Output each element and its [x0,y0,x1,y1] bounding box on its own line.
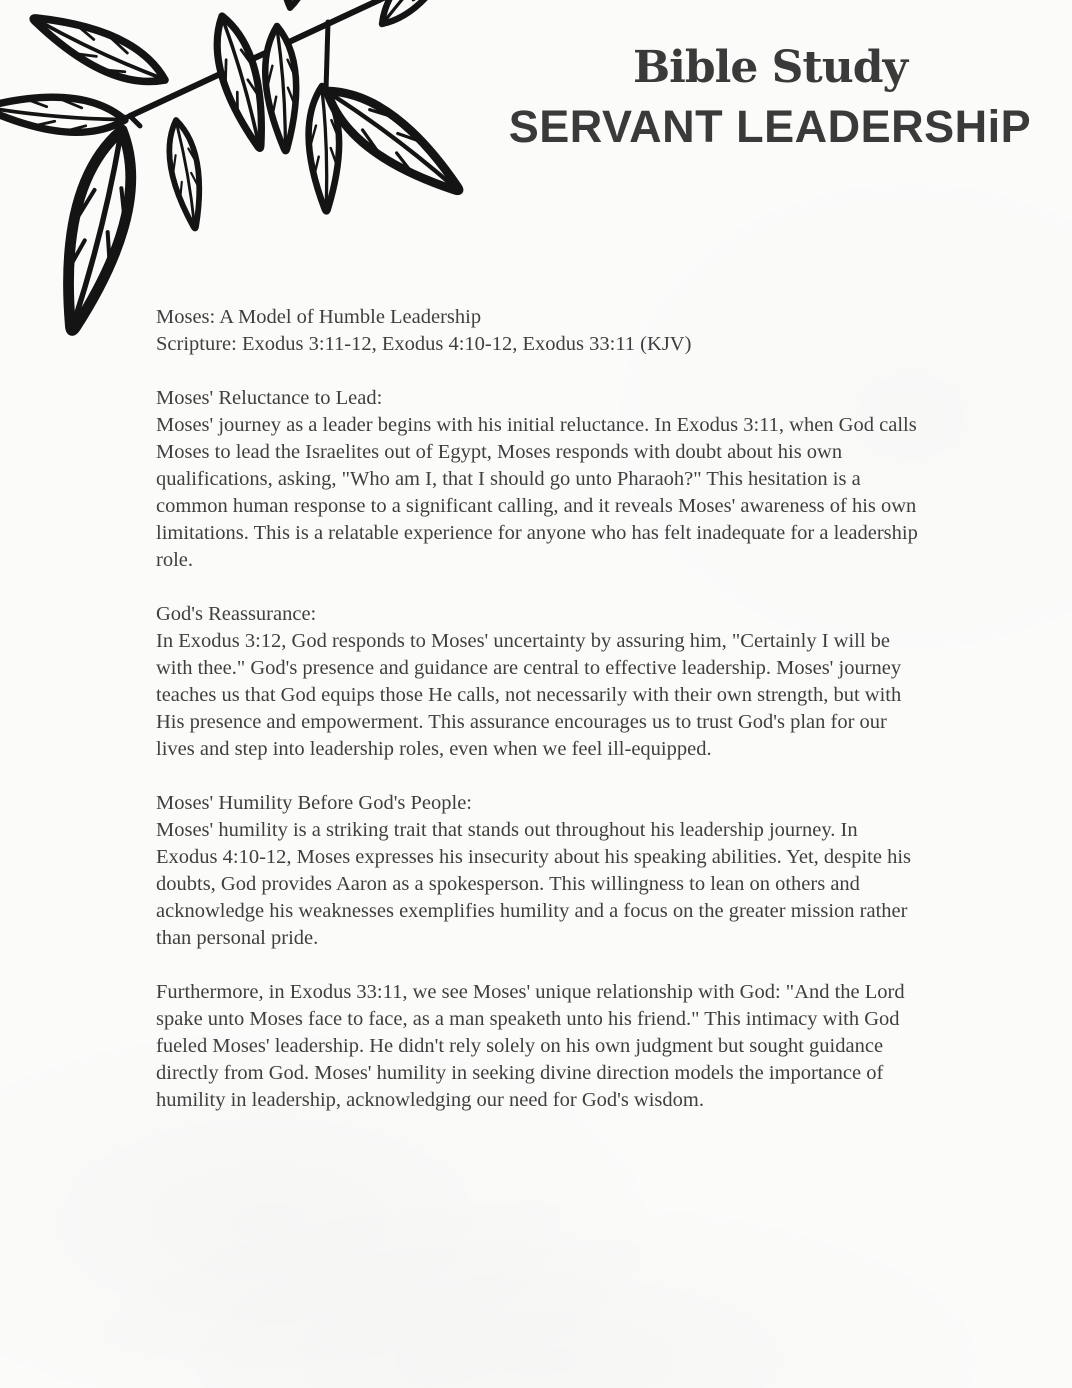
section-reassurance [156,601,922,763]
header-subtitle: Bible Study [632,42,908,93]
section-heading: Moses' Reluctance to Lead: [156,387,383,409]
page-title: SERVANT LEADERSHiP [508,101,1032,152]
section-reluctance [156,385,922,574]
leaf-branch-illustration [0,0,490,354]
section-text: In Exodus 3:12, God responds to Moses' uncertainty by assuring him, "Certainly I will be with thee." God's presence and guidance are central to effective leadership. Moses' journey teaches us that God equips those He calls, not necessarily with their own strength, but with His presence and empowerment. This assurance encourages us to trust God's plan for our lives and step into leadership roles, even when we feel ill-equipped. [156,630,902,760]
section-humility [156,790,922,952]
section-text: Moses' journey as a leader begins with his initial reluctance. In Exodus 3:11, when God calls Moses to lead the Israelites out of Egypt, Moses responds with doubt about his own qualifications, asking, "Who am I, that I should go unto Pharaoh?" This hesitation is a common human response to a significant calling, and it reveals Moses' awareness of his own limitations. This is a relatable experience for anyone who has felt inadequate for a leadership role. [156,414,918,571]
intro-block [156,304,922,358]
document-body [156,304,922,1114]
section-text: Furthermore, in Exodus 33:11, we see Moses' unique relationship with God: "And the Lord spake unto Moses face to face, as a man speaketh unto his friend." This intimacy with God fueled Moses' leadership. He didn't rely solely on his own judgment but sought guidance directly from God. Moses' humility in seeking divine direction models the importance of humility in leadership, acknowledging our need for God's wisdom. [156,981,905,1111]
page-header [500,40,1040,156]
lesson-title-line: Moses: A Model of Humble Leadership [156,306,482,328]
section-heading: God's Reassurance: [156,603,317,625]
section-heading: Moses' Humility Before God's People: [156,792,472,814]
section-furthermore [156,979,922,1114]
section-text: Moses' humility is a striking trait that stands out throughout his leadership journey. In Exodus 4:10-12, Moses expresses his insecurity about his speaking abilities. Yet, despite his doubts, God provides Aaron as a spokesperson. This willingness to lean on others and acknowledge his weaknesses exemplifies humility and a focus on the greater mission rather than personal pride. [156,819,912,949]
scripture-reference-line: Scripture: Exodus 3:11-12, Exodus 4:10-12, Exodus 33:11 (KJV) [156,333,692,355]
